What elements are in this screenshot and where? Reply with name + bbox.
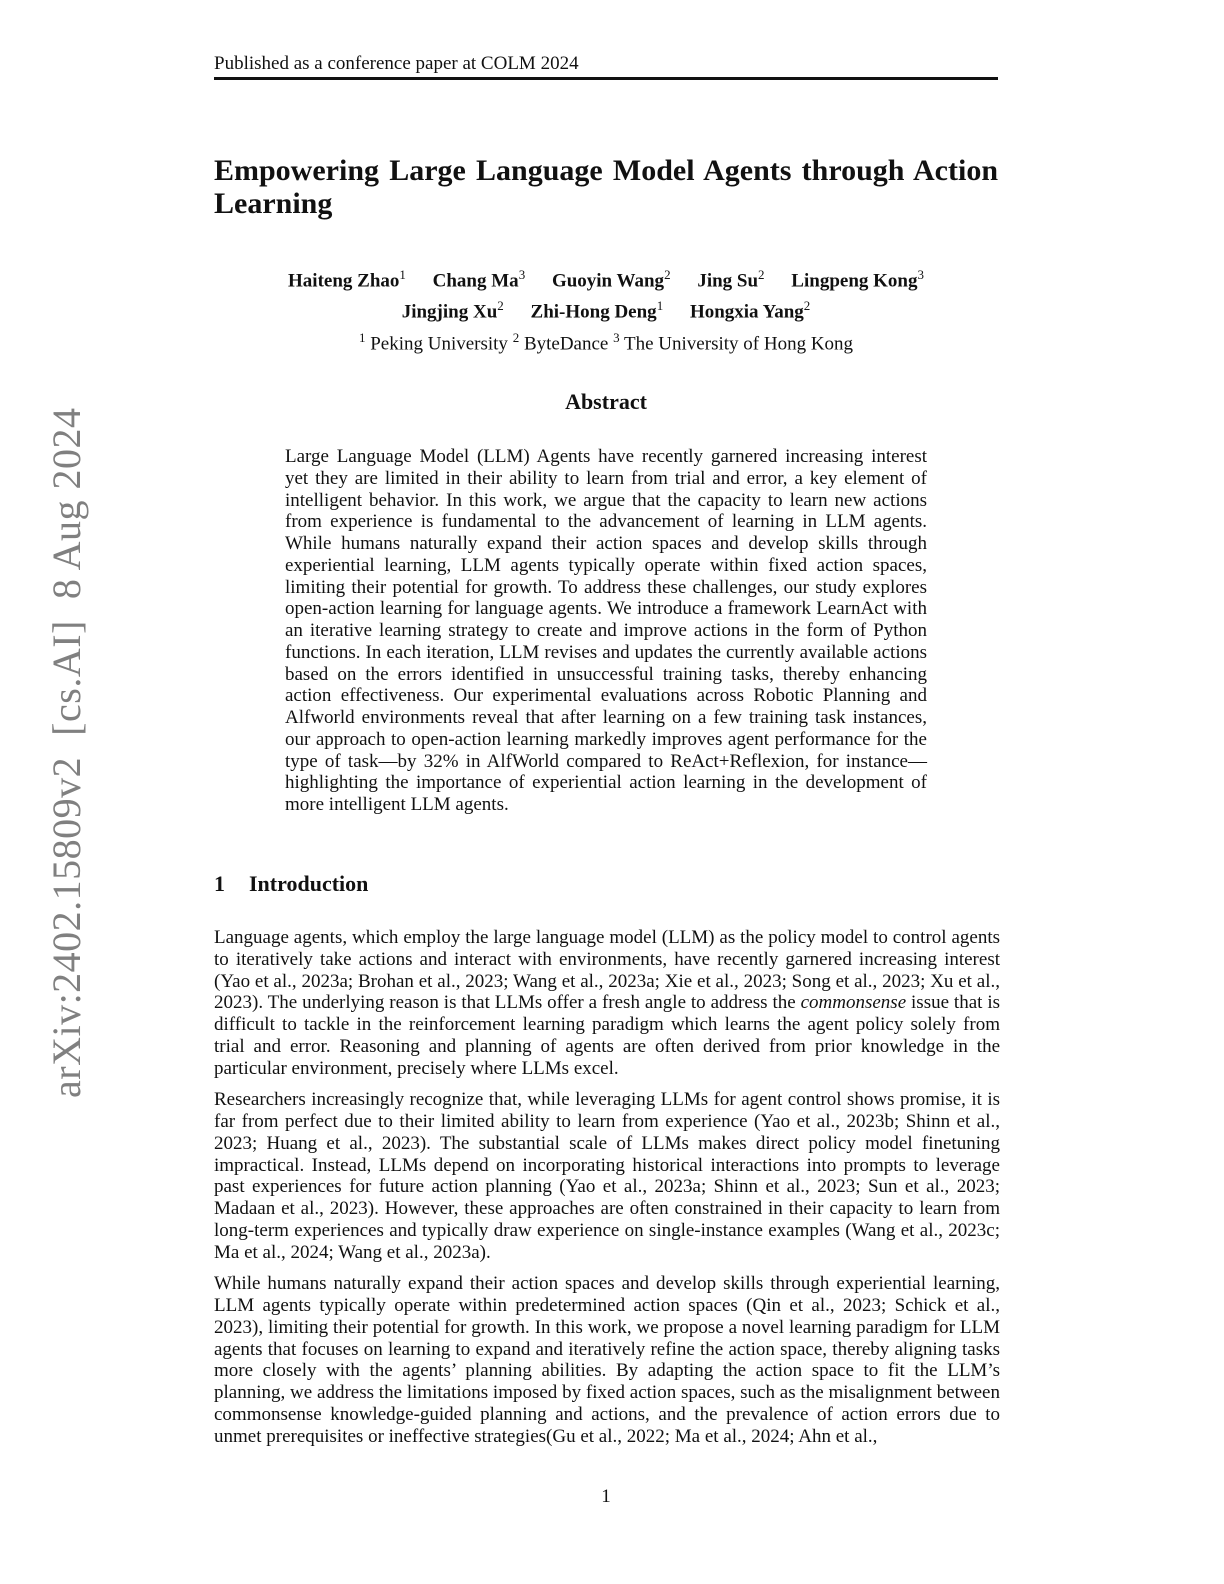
section-heading [214, 871, 998, 897]
section-title: Introduction [249, 871, 369, 896]
author-affiliation-mark: 2 [664, 267, 671, 282]
abstract-text: Large Language Model (LLM) Agents have recently garnered increasing interest yet they are limited in their ability to learn from trial and error, a key element of intelligent behavior. In this work, we argue that the capacity to learn new actions from experience is fundamental to the advancement of learning in LLM agents. While humans naturally expand their action spaces and develop skills through experiential learning, LLM agents typically operate within fixed action spaces, limiting their potential for growth. To address these challenges, our study explores open-action learning for language agents. We introduce a framework LearnAct with an iterative learning strategy to create and improve actions in the form of Python functions. In each iteration, LLM revises and updates the currently available actions based on the errors identified in unsuccessful training tasks, thereby enhancing action effectiveness. Our experimental evaluations across Robotic Planning and Alfworld environments reveal that after learning on a few training task instances, our approach to open-action learning markedly improves agent performance for the type of task—by 32% in AlfWorld compared to ReAct+Reflexion, for instance—highlighting the importance of experiential action learning in the development of more intelligent LLM agents. [285, 446, 927, 815]
author-name: Jing Su [697, 270, 759, 292]
venue-text: Published as a conference paper at COLM 2024 [214, 53, 579, 74]
author-block [214, 262, 998, 356]
affiliation-number: 1 [358, 329, 366, 345]
abstract-heading: Abstract [565, 389, 647, 414]
author-name: Hongxia Yang [689, 301, 804, 323]
running-header [214, 52, 998, 80]
affiliation-name: Peking University [370, 332, 508, 354]
affiliation-name: The University of Hong Kong [624, 332, 854, 354]
emphasis-text: commonsense [800, 992, 907, 1014]
paragraph [214, 927, 1000, 1079]
author-name: Chang Ma [432, 270, 519, 292]
body-text [214, 927, 1000, 1457]
author-affiliation-mark: 2 [803, 298, 811, 314]
arxiv-sidebar-stamp [44, 98, 89, 1098]
author-name: Jingjing Xu [401, 301, 498, 323]
author-affiliation-mark: 2 [497, 298, 504, 314]
author-name: Lingpeng Kong [791, 270, 918, 292]
section-number: 1 [214, 871, 225, 896]
author-affiliation-mark: 3 [518, 267, 526, 282]
paragraph: While humans naturally expand their action spaces and develop skills through experiential learning, LLM agents typically operate within predetermined action spaces (Qin et al., 2023; Schick et al., 2023), limiting their potential for growth. In this work, we propose a novel learning paradigm for LLM agents that focuses on learning to expand and iteratively refine the action space, thereby aligning tasks more closely with the agents’ planning abilities. By adapting the action space to fit the LLM’s planning, we address the limitations imposed by fixed action spaces, such as the misalignment between commonsense knowledge-guided planning and actions, and the prevalence of action errors due to unmet prerequisites or ineffective strategies(Gu et al., 2022; Ma et al., 2024; Ahn et al., [214, 1273, 1000, 1447]
affiliation-number: 2 [512, 329, 520, 345]
author-affiliation-mark: 3 [917, 267, 924, 282]
author-name: Zhi-Hong Deng [530, 301, 657, 323]
page-number: 1 [601, 1486, 611, 1507]
author-affiliation-mark: 1 [399, 267, 406, 282]
affiliation-number: 3 [613, 329, 620, 345]
author-row-1 [214, 262, 998, 293]
author-affiliation-mark: 1 [656, 298, 664, 314]
paragraph: Researchers increasingly recognize that, while leveraging LLMs for agent control shows promise, it is far from perfect due to their limited ability to learn from experience (Yao et al., 2023b; Shinn et al., 2023; Huang et al., 2023). The substantial scale of LLMs makes direct policy model finetuning impractical. Instead, LLMs depend on incorporating historical interactions into prompts to leverage past experiences for future action planning (Yao et al., 2023a; Shinn et al., 2023; Sun et al., 2023; Madaan et al., 2023). However, these approaches are often constrained in their capacity to learn from long-term experiences and typically draw experience on single-instance examples (Wang et al., 2023c; Ma et al., 2024; Wang et al., 2023a). [214, 1089, 1000, 1263]
paragraph-text: issue that is difficult to tackle in the reinforcement learning paradigm which learns the agent policy solely from trial and error. Reasoning and planning of agents are often derived from prior knowledge in the particular environment, precisely where LLMs excel. [214, 992, 1000, 1079]
author-name: Guoyin Wang [551, 270, 665, 292]
affiliation-name: ByteDance [523, 332, 609, 354]
author-name: Haiteng Zhao [288, 270, 400, 292]
author-affiliation-mark: 2 [758, 267, 765, 282]
paragraph-text: Language agents, which employ the large language model (LLM) as the policy model to control agents to iteratively take actions and interact with environments, have recently garnered increasing interest (Yao et al., 2023a; Brohan et al., 2023; Wang et al., 2023a; Xie et al., 2023; Song et al., 2023; Xu et al., 2023). The underlying reason is that LLMs offer a fresh angle to address the [214, 927, 1000, 1014]
affiliation-line [214, 325, 998, 356]
author-row-2 [214, 293, 998, 324]
paper-title: Empowering Large Language Model Agents through Action Learning [214, 154, 998, 220]
arxiv-id-text: arXiv:2402.15809v2 [cs.AI] 8 Aug 2024 [44, 407, 89, 1098]
